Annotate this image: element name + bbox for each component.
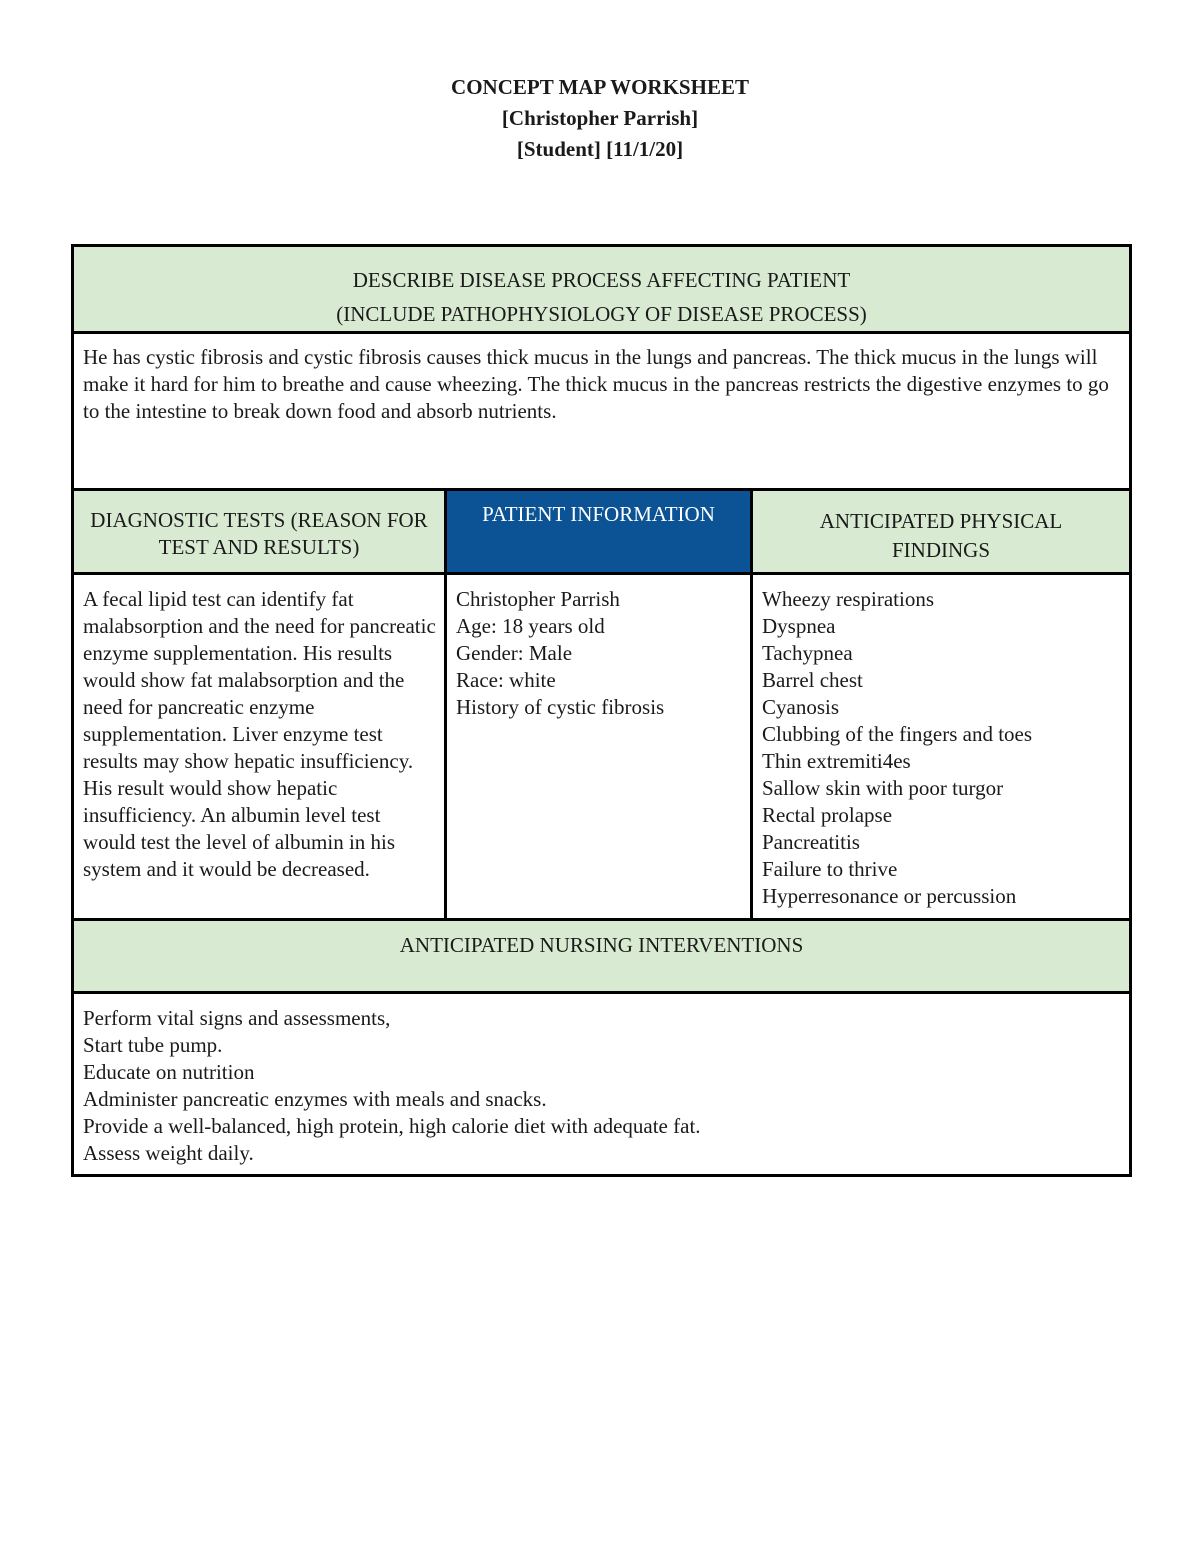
physical-findings-cell bbox=[752, 574, 1131, 920]
patient-gender: Gender: Male bbox=[456, 641, 573, 665]
finding-item: Barrel chest bbox=[762, 668, 863, 692]
intervention-item: Administer pancreatic enzymes with meals and snacks. bbox=[83, 1087, 547, 1111]
patient-info-heading: PATIENT INFORMATION bbox=[482, 502, 715, 526]
disease-process-heading bbox=[73, 246, 1131, 333]
patient-name: Christopher Parrish bbox=[456, 587, 620, 611]
intervention-item: Assess weight daily. bbox=[83, 1141, 254, 1165]
disease-heading-line2: (INCLUDE PATHOPHYSIOLOGY OF DISEASE PROCESS) bbox=[336, 302, 867, 326]
concept-map-table bbox=[71, 244, 1132, 1177]
finding-item: Hyperresonance or percussion bbox=[762, 884, 1017, 908]
diagnostic-tests-heading: DIAGNOSTIC TESTS (REASON FOR TEST AND RESULTS) bbox=[90, 508, 428, 559]
finding-item: Thin extremiti4es bbox=[762, 749, 911, 773]
patient-age: Age: 18 years old bbox=[456, 614, 605, 638]
patient-race: Race: white bbox=[456, 668, 556, 692]
diagnostic-tests-text: A fecal lipid test can identify fat malabsorption and the need for pancreatic enzyme supplementation. His results would show fat malabsorption and the need for pancreatic enzyme supplementation. Liver enzyme test results may show hepatic insufficiency. His result would show hepatic insufficiency. An albumin level test would test the level of albumin in his system and it would be decreased. bbox=[83, 587, 436, 881]
interventions-heading: ANTICIPATED NURSING INTERVENTIONS bbox=[399, 933, 804, 957]
intervention-item: Start tube pump. bbox=[83, 1033, 223, 1057]
finding-item: Pancreatitis bbox=[762, 830, 860, 854]
interventions-heading-cell bbox=[73, 920, 1131, 993]
intervention-item: Perform vital signs and assessments, bbox=[83, 1006, 391, 1030]
finding-item: Rectal prolapse bbox=[762, 803, 893, 827]
worksheet-header bbox=[0, 72, 1200, 165]
diagnostic-tests-cell bbox=[73, 574, 446, 920]
patient-history: History of cystic fibrosis bbox=[456, 695, 665, 719]
finding-item: Tachypnea bbox=[762, 641, 853, 665]
finding-item: Failure to thrive bbox=[762, 857, 898, 881]
worksheet-title: CONCEPT MAP WORKSHEET bbox=[451, 75, 749, 99]
disease-process-text: He has cystic fibrosis and cystic fibrosis causes thick mucus in the lungs and pancreas. The thick mucus in the lungs will make it hard for him to breathe and cause wheezing. The thick mucus in the pancreas restricts the digestive enzymes to go to the intestine to break down food and absorb nutrients. bbox=[83, 345, 1109, 423]
finding-item: Cyanosis bbox=[762, 695, 840, 719]
interventions-cell bbox=[73, 993, 1131, 1176]
patient-info-cell bbox=[446, 574, 752, 920]
role-and-date: [Student] [11/1/20] bbox=[516, 137, 684, 161]
diagnostic-tests-heading-cell bbox=[73, 490, 446, 574]
finding-item: Wheezy respirations bbox=[762, 587, 935, 611]
finding-item: Sallow skin with poor turgor bbox=[762, 776, 1004, 800]
intervention-item: Educate on nutrition bbox=[83, 1060, 255, 1084]
disease-process-cell bbox=[73, 333, 1131, 490]
physical-findings-heading-cell bbox=[752, 490, 1131, 574]
finding-item: Clubbing of the fingers and toes bbox=[762, 722, 1033, 746]
disease-heading-line1: DESCRIBE DISEASE PROCESS AFFECTING PATIENT bbox=[352, 268, 851, 292]
finding-item: Dyspnea bbox=[762, 614, 836, 638]
physical-findings-heading: ANTICIPATED PHYSICAL FINDINGS bbox=[819, 509, 1063, 562]
intervention-item: Provide a well-balanced, high protein, high calorie diet with adequate fat. bbox=[83, 1114, 701, 1138]
student-name: [Christopher Parrish] bbox=[501, 106, 699, 130]
patient-info-heading-cell bbox=[446, 490, 752, 574]
